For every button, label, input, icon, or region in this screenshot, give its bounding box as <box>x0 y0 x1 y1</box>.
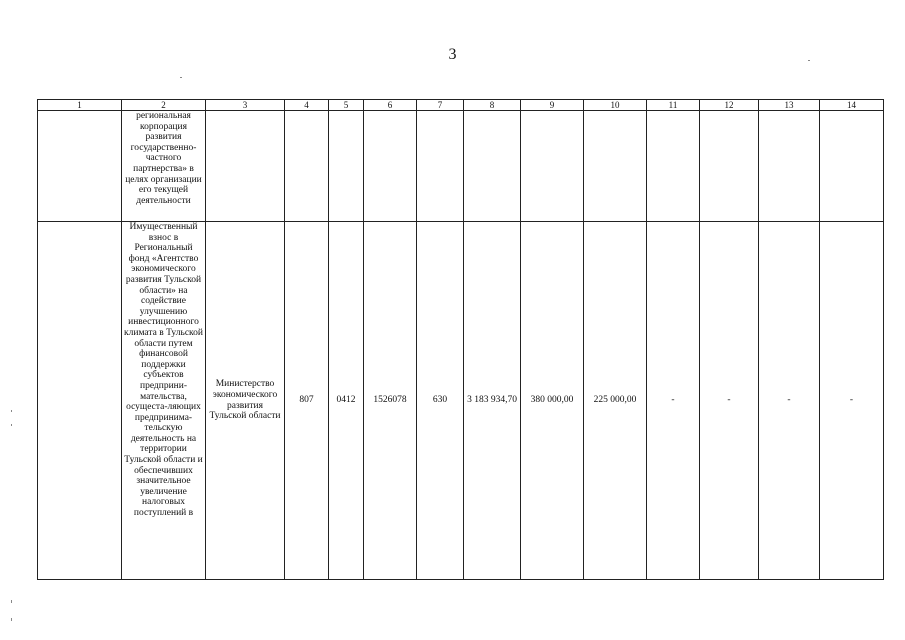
table-cell: - <box>700 222 759 580</box>
table-cell: 0412 <box>329 222 364 580</box>
header-cell: 7 <box>417 100 464 111</box>
table-cell: - <box>820 222 884 580</box>
table-cell <box>647 111 700 222</box>
table-cell <box>364 111 417 222</box>
header-cell: 2 <box>122 100 206 111</box>
event-name-cell: Имущественный взнос в Региональный фонд «Агентство экономического развития Тульской области» на содействие улучшению инвестиционного климата в Тульской области путем финансовой поддержки субъектов предприни-мательства, осущеста-ляющих предпринима-тельскую деятельность на территории Тульской области и обеспечивших значительное увеличение налоговых поступлений в <box>122 222 206 580</box>
header-cell: 5 <box>329 100 364 111</box>
table-cell <box>820 111 884 222</box>
table-cell <box>584 111 647 222</box>
table-cell <box>464 111 521 222</box>
scan-speck <box>808 60 810 61</box>
header-cell: 1 <box>38 100 122 111</box>
table-cell <box>329 111 364 222</box>
scan-speck <box>11 424 12 426</box>
table-cell: 807 <box>285 222 329 580</box>
table-cell <box>417 111 464 222</box>
scan-speck <box>11 600 12 603</box>
header-cell: 14 <box>820 100 884 111</box>
page-number: 3 <box>448 46 457 63</box>
table-cell <box>38 222 122 580</box>
table-row <box>38 222 884 580</box>
table-cell <box>285 111 329 222</box>
table-cell: 1526078 <box>364 222 417 580</box>
header-cell: 9 <box>521 100 584 111</box>
executor-cell: Министерство экономического развития Тульской области <box>206 222 285 580</box>
table-cell <box>759 111 820 222</box>
header-cell: 3 <box>206 100 285 111</box>
table-cell: - <box>759 222 820 580</box>
header-cell: 11 <box>647 100 700 111</box>
scan-speck <box>11 410 12 412</box>
table-cell: - <box>647 222 700 580</box>
table-header-row <box>38 100 884 111</box>
table-row <box>38 111 884 222</box>
header-cell: 6 <box>364 100 417 111</box>
table-cell <box>700 111 759 222</box>
scan-speck <box>180 77 182 78</box>
table-cell <box>38 111 122 222</box>
header-cell: 13 <box>759 100 820 111</box>
event-name-cell: региональная корпорация развития государственно-частного партнерства» в целях организации его текущей деятельности <box>122 111 206 222</box>
table-cell: 3 183 934,70 <box>464 222 521 580</box>
header-cell: 10 <box>584 100 647 111</box>
header-cell: 8 <box>464 100 521 111</box>
table-cell: 380 000,00 <box>521 222 584 580</box>
scan-speck <box>11 618 12 621</box>
header-cell: 12 <box>700 100 759 111</box>
table-cell <box>521 111 584 222</box>
table-cell: 225 000,00 <box>584 222 647 580</box>
budget-table <box>37 99 884 580</box>
table-cell: 630 <box>417 222 464 580</box>
executor-cell <box>206 111 285 222</box>
header-cell: 4 <box>285 100 329 111</box>
